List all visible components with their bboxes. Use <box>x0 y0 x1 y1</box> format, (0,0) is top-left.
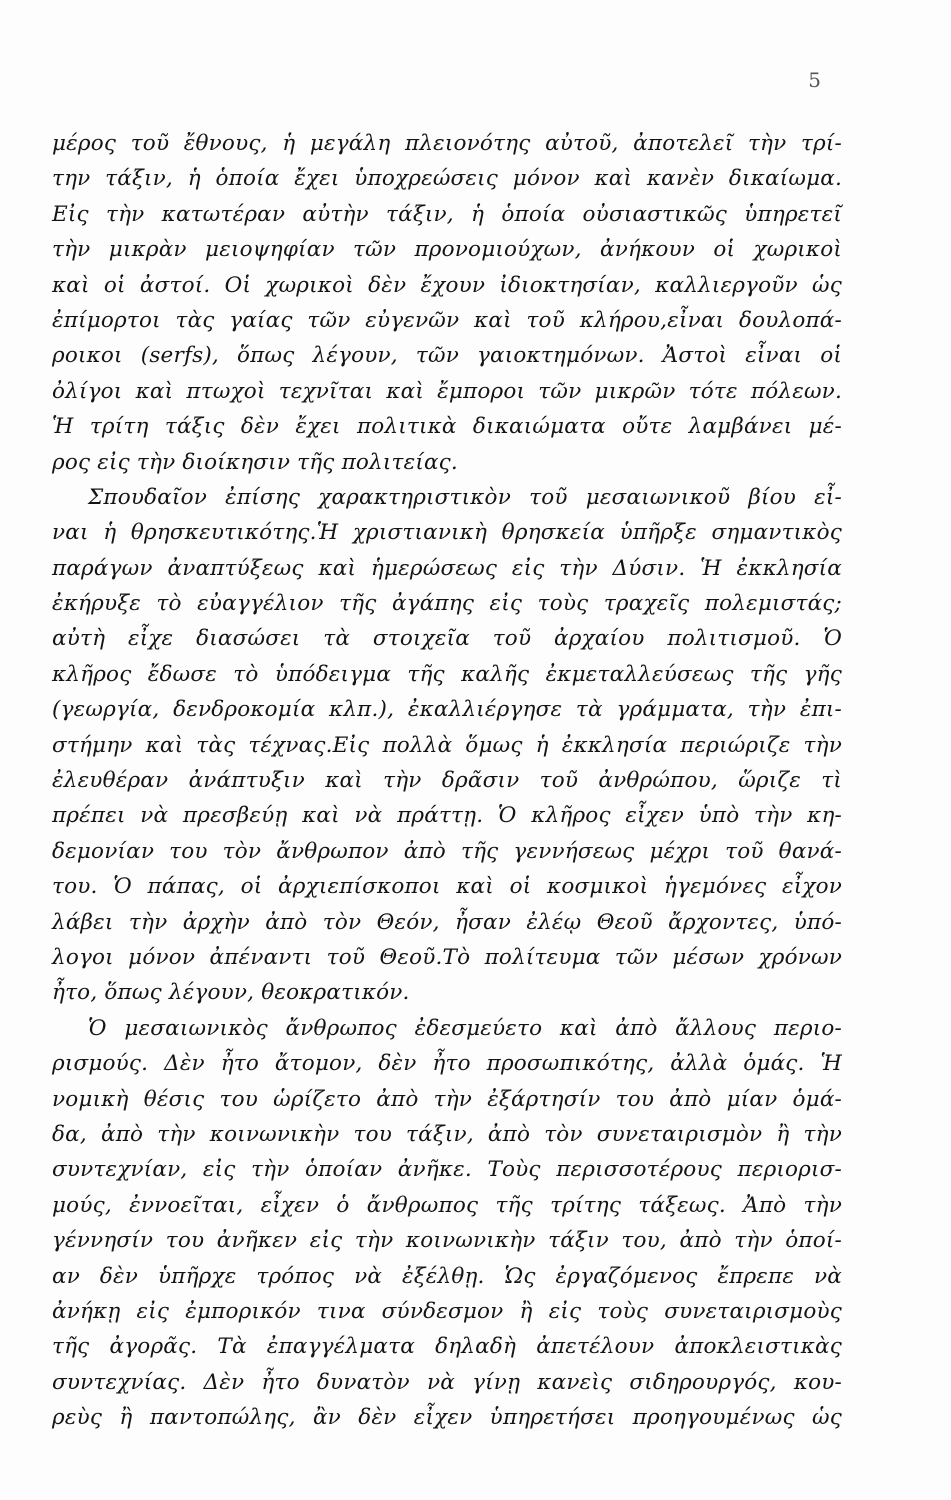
text-line: γέννησίν του ἀνῆκεν εἰς τὴν κοινωνικὴν τάξιν του, ἀπὸ τὴν ὁποί- <box>52 1228 842 1254</box>
text-line: ρος εἰς τὴν διοίκησιν τῆς πολιτείας. <box>52 449 458 475</box>
text-line: ρεὺς ἢ παντοπώλης, ἂν δὲν εἶχεν ὑπηρετήσει προηγουμένως ὡς <box>52 1405 842 1431</box>
text-line: τὴν μικρὰν μειοψηφίαν τῶν προνομιούχων, ἀνήκουν οἱ χωρικοὶ <box>52 237 842 263</box>
text-line: ἐκήρυξε τὸ εὐαγγέλιον τῆς ἀγάπης εἰς τοὺς τραχεῖς πολεμιστάς; <box>52 591 842 617</box>
text-line: ἐπίμορτοι τὰς γαίας τῶν εὐγενῶν καὶ τοῦ κλήρου,εἶναι δουλοπά- <box>52 307 842 333</box>
text-line: ἀνήκῃ εἰς ἐμπορικόν τινα σύνδεσμον ἢ εἰς τοὺς συνεταιρισμοὺς <box>52 1298 842 1324</box>
text-line: μούς, ἐννοεῖται, εἶχεν ὁ ἄνθρωπος τῆς τρίτης τάξεως. Ἀπὸ τὴν <box>52 1192 842 1218</box>
text-line: παράγων ἀναπτύξεως καὶ ἡμερώσεως εἰς τὴν Δύσιν. Ἡ ἐκκλησία <box>52 555 842 581</box>
text-line: ἦτο, ὅπως λέγουν, θεοκρατικόν. <box>52 980 410 1006</box>
text-line: καὶ οἱ ἀστοί. Οἱ χωρικοὶ δὲν ἔχουν ἰδιοκτησίαν, καλλιεργοῦν ὡς <box>52 272 842 298</box>
text-line: δα, ἀπὸ τὴν κοινωνικὴν του τάξιν, ἀπὸ τὸν συνεταιρισμὸν ἢ τὴν <box>52 1121 842 1147</box>
text-line: κλῆρος ἔδωσε τὸ ὑπόδειγμα τῆς καλῆς ἐκμεταλλεύσεως τῆς γῆς <box>52 661 842 687</box>
text-line: ναι ἡ θρησκευτικότης.Ἡ χριστιανικὴ θρησκεία ὑπῆρξε σημαντικὸς <box>52 520 842 546</box>
text-line: λογοι μόνον ἀπέναντι τοῦ Θεοῦ.Τὸ πολίτευμα τῶν μέσων χρόνων <box>52 944 842 970</box>
text-line: πρέπει νὰ πρεσβεύῃ καὶ νὰ πράττῃ. Ὁ κλῆρος εἶχεν ὑπὸ τὴν κη- <box>52 803 842 829</box>
text-line: την τάξιν, ἡ ὁποία ἔχει ὑποχρεώσεις μόνον καὶ κανὲν δικαίωμα. <box>52 166 842 192</box>
text-line: Ἡ τρίτη τάξις δὲν ἔχει πολιτικὰ δικαιώματα οὔτε λαμβάνει μέ- <box>52 414 842 440</box>
text-line: Ὁ μεσαιωνικὸς ἄνθρωπος ἐδεσμεύετο καὶ ἀπὸ ἄλλους περιο- <box>88 1015 842 1041</box>
text-line: ροικοι (serfs), ὅπως λέγουν, τῶν γαιοκτημόνων. Ἀστοὶ εἶναι οἱ <box>52 343 842 369</box>
text-line: δεμονίαν του τὸν ἄνθρωπον ἀπὸ τῆς γεννήσεως μέχρι τοῦ θανά- <box>52 838 842 864</box>
body-text <box>52 126 842 1435</box>
text-line: του. Ὁ πάπας, οἱ ἀρχιεπίσκοποι καὶ οἱ κοσμικοὶ ἡγεμόνες εἶχον <box>52 874 842 900</box>
text-line: συντεχνίαν, εἰς τὴν ὁποίαν ἀνῆκε. Τοὺς περισσοτέρους περιορισ- <box>52 1157 842 1183</box>
text-line: τῆς ἀγορᾶς. Τὰ ἐπαγγέλματα δηλαδὴ ἀπετέλουν ἀποκλειστικὰς <box>52 1334 842 1360</box>
text-line: μέρος τοῦ ἔθνους, ἡ μεγάλη πλειονότης αὐτοῦ, ἀποτελεῖ τὴν τρί- <box>52 131 842 156</box>
text-line: ἐλευθέραν ἀνάπτυξιν καὶ τὴν δρᾶσιν τοῦ ἀνθρώπου, ὥριζε τὶ <box>52 768 842 794</box>
page-number: 5 <box>808 68 821 92</box>
text-line: συντεχνίας. Δὲν ἦτο δυνατὸν νὰ γίνῃ κανεὶς σιδηρουργός, κου- <box>52 1369 842 1395</box>
text-line: αὐτὴ εἶχε διασώσει τὰ στοιχεῖα τοῦ ἀρχαίου πολιτισμοῦ. Ὁ <box>52 626 842 652</box>
text-line: (γεωργία, δενδροκομία κλπ.), ἐκαλλιέργησε τὰ γράμματα, τὴν ἐπι- <box>52 697 842 723</box>
text-line: στήμην καὶ τὰς τέχνας.Εἰς πολλὰ ὅμως ἡ ἐκκλησία περιώριζε τὴν <box>52 732 842 758</box>
text-line: λάβει τὴν ἀρχὴν ἀπὸ τὸν Θεόν, ἦσαν ἐλέῳ Θεοῦ ἄρχοντες, ὑπό- <box>52 909 842 935</box>
text-line: νομικὴ θέσις του ὡρίζετο ἀπὸ τὴν ἐξάρτησίν του ἀπὸ μίαν ὁμά- <box>52 1086 842 1112</box>
text-line: Εἰς τὴν κατωτέραν αὐτὴν τάξιν, ἡ ὁποία οὐσιαστικῶς ὑπηρετεῖ <box>52 201 842 227</box>
text-line: Σπουδαῖον ἐπίσης χαρακτηριστικὸν τοῦ μεσαιωνικοῦ βίου εἶ- <box>88 484 842 510</box>
text-line: αν δὲν ὑπῆρχε τρόπος νὰ ἐξέλθῃ. Ὡς ἐργαζόμενος ἔπρεπε νὰ <box>52 1263 842 1289</box>
text-line: ὀλίγοι καὶ πτωχοὶ τεχνῖται καὶ ἔμποροι τῶν μικρῶν τότε πόλεων. <box>52 378 842 404</box>
text-line: ρισμούς. Δὲν ἦτο ἄτομον, δὲν ἦτο προσωπικότης, ἀλλὰ ὁμάς. Ἡ <box>52 1051 842 1077</box>
